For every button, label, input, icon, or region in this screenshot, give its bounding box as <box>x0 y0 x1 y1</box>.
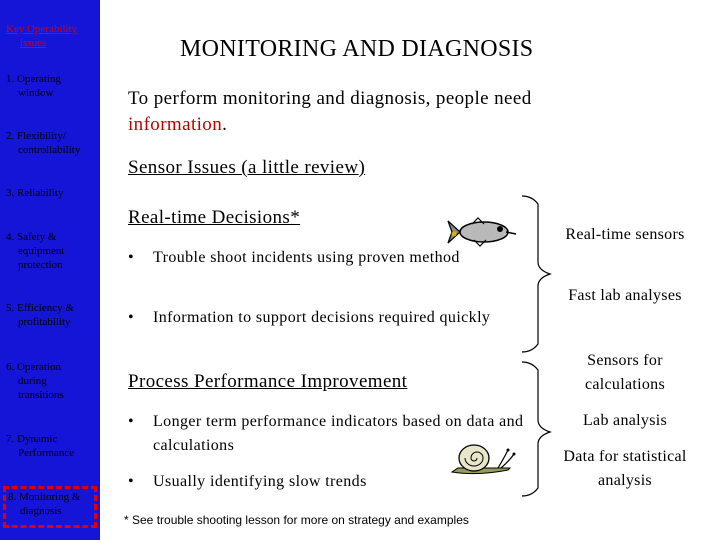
sidebar-item-label: Performance <box>18 447 75 459</box>
sidebar-key-title-line1: Key Operability <box>6 23 78 35</box>
bullet-information-support <box>128 306 528 330</box>
sidebar-item-monitoring[interactable] <box>8 490 80 518</box>
bullet-text: Trouble shoot incidents using proven method <box>153 249 460 266</box>
bullet-dot: • <box>128 473 135 490</box>
sidebar-item-label: 6. Operation <box>6 361 61 373</box>
sidebar-item-label: 7. Dynamic <box>6 433 58 445</box>
bullet-text: Usually identifying slow trends <box>153 473 367 490</box>
sidebar-item-operating-window[interactable] <box>6 72 61 100</box>
sidebar-item-label: controllability <box>18 144 81 156</box>
label-sensors-for-calculations: Sensors for calculations <box>584 352 665 393</box>
intro-text <box>128 86 688 138</box>
label-fast-lab-analyses: Fast lab analyses <box>568 287 682 304</box>
footnote: * See trouble shooting lesson for more on strategy and examples <box>124 513 469 527</box>
bracket-realtime <box>520 194 556 354</box>
intro-sentence: To perform monitoring and diagnosis, people need <box>128 88 532 109</box>
bullet-trouble-shoot <box>128 246 528 270</box>
intro-period: . <box>222 114 228 135</box>
sidebar-item-label: 1. Operating <box>6 73 61 85</box>
snail-icon <box>448 438 518 478</box>
sidebar-item-label: during <box>18 375 47 387</box>
bullet-dot: • <box>128 413 135 430</box>
label-realtime-sensors: Real-time sensors <box>565 226 685 243</box>
intro-highlight: information <box>128 114 223 135</box>
sidebar-item-safety[interactable] <box>6 230 64 272</box>
bracket-process <box>520 360 556 500</box>
realtime-heading: Real-time Decisions* <box>128 207 301 228</box>
sidebar-item-dynamic-performance[interactable] <box>6 432 74 460</box>
sidebar-item-reliability[interactable] <box>6 186 63 200</box>
label-lab-analysis: Lab analysis <box>582 412 668 429</box>
sensor-issues-heading: Sensor Issues (a little review) <box>128 157 366 178</box>
sidebar-key-title-line2: issues <box>20 37 47 49</box>
sidebar-item-label: protection <box>18 259 63 271</box>
page-title: MONITORING AND DIAGNOSIS <box>180 36 534 62</box>
sidebar-item-label: 5. Efficiency & <box>6 302 74 314</box>
sidebar-item-label: profitability <box>18 316 71 328</box>
bullet-dot: • <box>128 309 135 326</box>
sidebar-item-efficiency[interactable] <box>6 301 74 329</box>
sidebar-item-label: 4. Safety & <box>6 231 57 243</box>
process-improvement-heading: Process Performance Improvement <box>128 371 408 392</box>
sidebar-item-label: transitions <box>18 389 64 401</box>
sidebar-key-title[interactable] <box>6 22 77 50</box>
bullet-dot: • <box>128 249 135 266</box>
sidebar-item-flexibility[interactable] <box>6 129 80 157</box>
sidebar-item-label: diagnosis <box>20 505 62 517</box>
sidebar-item-label: 3. Reliability <box>6 187 64 199</box>
bullet-text: Information to support decisions required quickly <box>153 309 491 326</box>
sidebar-item-label: 8. Monitoring & <box>8 491 81 503</box>
sidebar-item-transitions[interactable] <box>6 360 64 402</box>
sidebar-item-label: window <box>18 87 54 99</box>
sidebar-item-label: equipment <box>18 245 65 257</box>
label-data-statistical-analysis: Data for statistical analysis <box>563 448 687 489</box>
sidebar-item-label: 2. Flexibility/ <box>6 130 66 142</box>
bullet-text: Longer term performance indicators based on data and calculations <box>153 413 524 454</box>
